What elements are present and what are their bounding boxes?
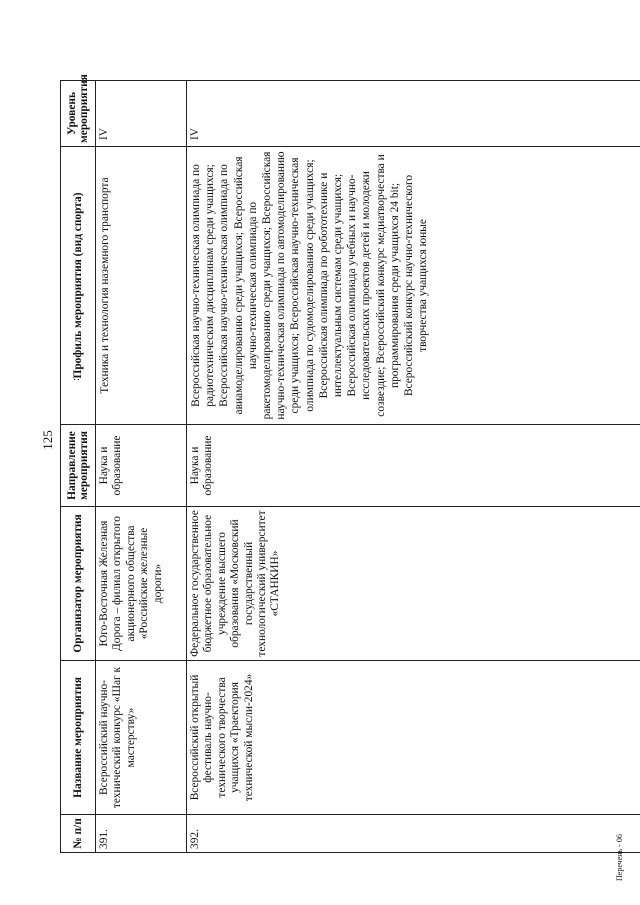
event-direction: Наука и образование xyxy=(96,425,187,507)
row-number: 392. xyxy=(187,815,640,853)
event-profile: Техника и технология наземного транспорта xyxy=(96,147,187,425)
header-name: Название мероприятия xyxy=(61,661,96,815)
event-name: Всероссийский научно-технический конкурс «Шаг к мастерству» xyxy=(96,661,187,815)
event-name: Всероссийский открытый фестиваль научно-технического творчества учащихся «Траектория технической мысли-2024» xyxy=(187,661,640,815)
footer-note: Перечень - 06 xyxy=(615,834,624,881)
table-header-row xyxy=(61,81,96,853)
event-profile: Всероссийская научно-техническая олимпиада по радиотехническим дисциплинам среди учащихся; Всероссийская научно-техническая олимпиада по авиамоделированию среди учащихся; Всероссийская научно-техническая олимпиада по ракетомоделированию среди учащихся; Всероссийская научно-техническая олимпиада по автомоделированию среди учащихся; Всероссийская научно-техническая олимпиада по судомоделированию среди учащихся; Всероссийская олимпиада по робототехнике и интеллектуальным системам среди учащихся; Всероссийская олимпиада учебных и научно-исследовательских проектов детей и молодежи созвездие; Всероссийский конкурс медиатворчества и программирования среди учащихся 24 bit; Всероссийский конкурс научно-технического творчества учащихся юные xyxy=(187,147,640,425)
event-direction: Наука и образование xyxy=(187,425,640,507)
event-organizer: Юго-Восточная Железная Дорога – филиал открытого акционерного общества «Российские железные дороги» xyxy=(96,507,187,661)
header-level: Уровень мероприятия xyxy=(61,81,96,147)
header-direction: Направление мероприятия xyxy=(61,425,96,507)
event-level: IV xyxy=(96,81,187,147)
header-num: № п/п xyxy=(61,815,96,853)
table-row xyxy=(187,81,640,853)
margin-mark: : xyxy=(70,377,82,381)
events-table xyxy=(60,74,640,853)
event-organizer: Федеральное государственное бюджетное образовательное учреждение высшего образования «Московский государственный технологический университет «СТАНКИН» xyxy=(187,507,640,661)
header-organizer: Организатор мероприятия xyxy=(61,507,96,661)
header-profile: Профиль мероприятия (вид спорта) xyxy=(61,147,96,425)
event-level: IV xyxy=(187,81,640,147)
table-row xyxy=(96,81,187,853)
row-number: 391. xyxy=(96,815,187,853)
page-number: 125 xyxy=(40,430,55,450)
